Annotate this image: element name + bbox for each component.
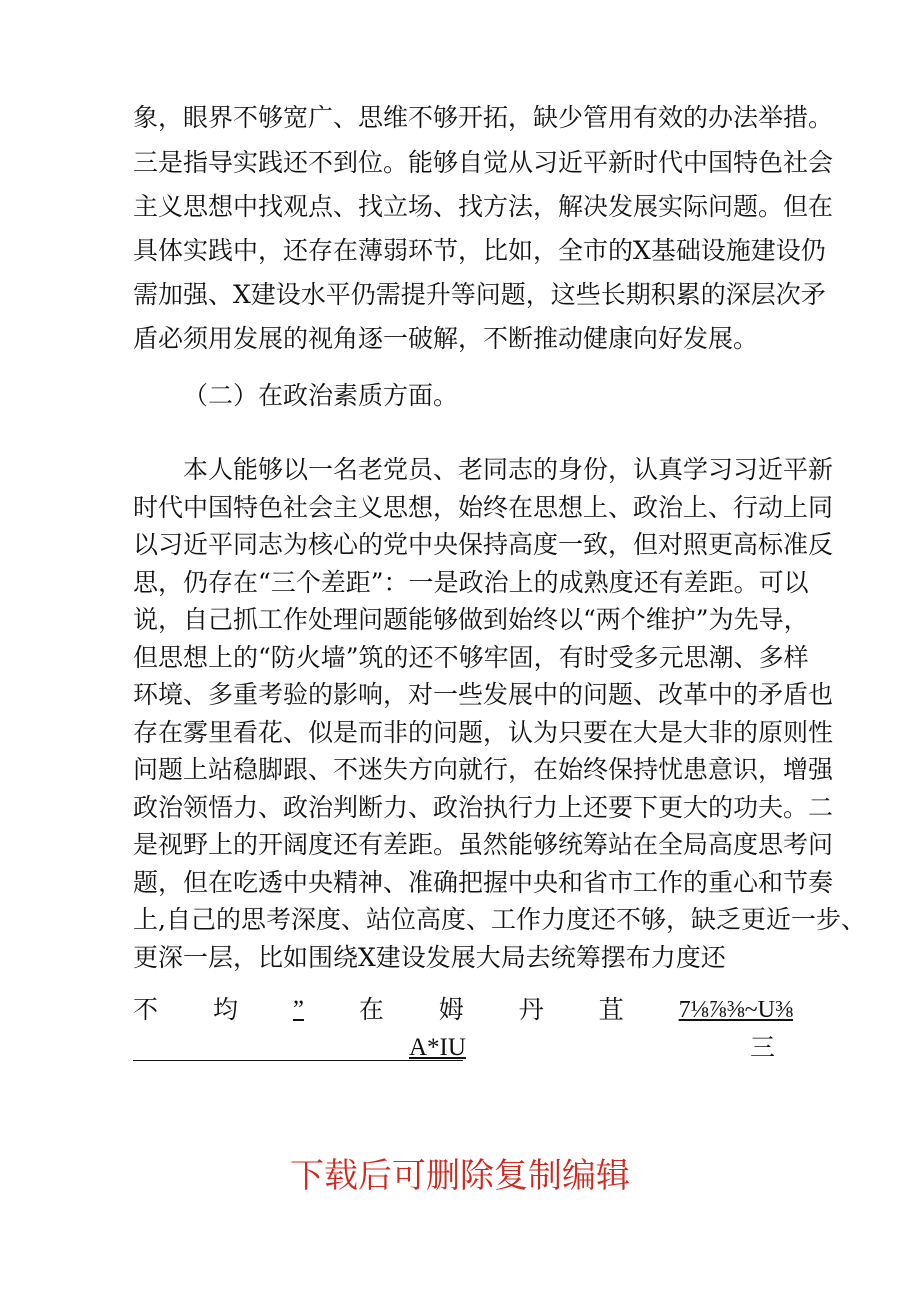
section-heading: （二）在政治素质方面。 xyxy=(183,381,459,410)
paragraph-line: 上,自己的思考深度、站位高度、工作力度还不够，缺乏更近一步、 xyxy=(133,905,866,934)
paragraph-line: 是视野上的开阔度还有差距。虽然能够统筹站在全局高度思考问 xyxy=(133,830,834,859)
garbled-char: 苴 xyxy=(598,995,624,1024)
paragraph-line: 政治领悟力、政治判断力、政治执行力上还要下更大的功夫。二 xyxy=(133,793,834,822)
paragraph-line: 思，仍存在“三个差距”：一是政治上的成熟度还有差距。可以 xyxy=(133,568,809,597)
paragraph-line: 三是指导实践还不到位。能够自觉从习近平新时代中国特色社会 xyxy=(133,148,834,177)
watermark-text: 下载后可删除复制编辑 xyxy=(290,1156,630,1196)
garbled-char: 姆 xyxy=(438,995,464,1024)
garbled-char: 不 xyxy=(133,995,159,1024)
garbled-symbols: 7⅛⅞⅜~U⅜ xyxy=(678,997,793,1023)
garbled-char: 均 xyxy=(212,995,238,1024)
underlined-row xyxy=(133,1030,793,1066)
paragraph-line: 主义思想中找观点、找立场、找方法，解决发展实际问题。但在 xyxy=(133,192,834,221)
paragraph-line: 象，眼界不够宽广、思维不够开拓，缺少管用有效的办法举措。 xyxy=(133,103,834,132)
garbled-char: 在 xyxy=(358,995,384,1024)
paragraph-line: 存在雾里看花、似是而非的问题，认为只要在大是大非的原则性 xyxy=(133,718,834,747)
paragraph-line: 但思想上的“防火墙”筑的还不够牢固，有时受多元思潮、多样 xyxy=(133,643,809,672)
paragraph-line: 题，但在吃透中央精神、准确把握中央和省市工作的重心和节奏 xyxy=(133,868,834,897)
garbled-quote: ” xyxy=(292,996,304,1023)
paragraph-line: 以习近平同志为核心的党中央保持高度一致，但对照更高标准反 xyxy=(133,530,834,559)
garbled-char: 丹 xyxy=(518,995,544,1024)
paragraph-line: 需加强、X建设水平仍需提升等问题，这些长期积累的深层次矛 xyxy=(133,280,826,309)
paragraph-line: 具体实践中，还存在薄弱环节，比如，全市的X基础设施建设仍 xyxy=(133,236,826,265)
paragraph-line: 更深一层，比如围绕X建设发展大局去统筹摆布力度还 xyxy=(133,943,726,972)
garbled-text-row xyxy=(133,992,793,1028)
paragraph-line: 问题上站稳脚跟、不迷失方向就行，在始终保持忧患意识，增强 xyxy=(133,755,834,784)
paragraph-line: 时代中国特色社会主义思想，始终在思想上、政治上、行动上同 xyxy=(133,493,834,522)
paragraph-line: 说，自己抓工作处理问题能够做到始终以“两个维护”为先导， xyxy=(133,605,809,634)
paragraph-line: 环境、多重考验的影响，对一些发展中的问题、改革中的矛盾也 xyxy=(133,680,834,709)
paragraph-line: 盾必须用发展的视角逐一破解，不断推动健康向好发展。 xyxy=(133,324,759,353)
paragraph-line: 本人能够以一名老党员、老同志的身份，认真学习习近平新 xyxy=(133,455,834,484)
garbled-code: A*IU xyxy=(409,1034,466,1061)
trailing-char: 三 xyxy=(749,1033,775,1062)
